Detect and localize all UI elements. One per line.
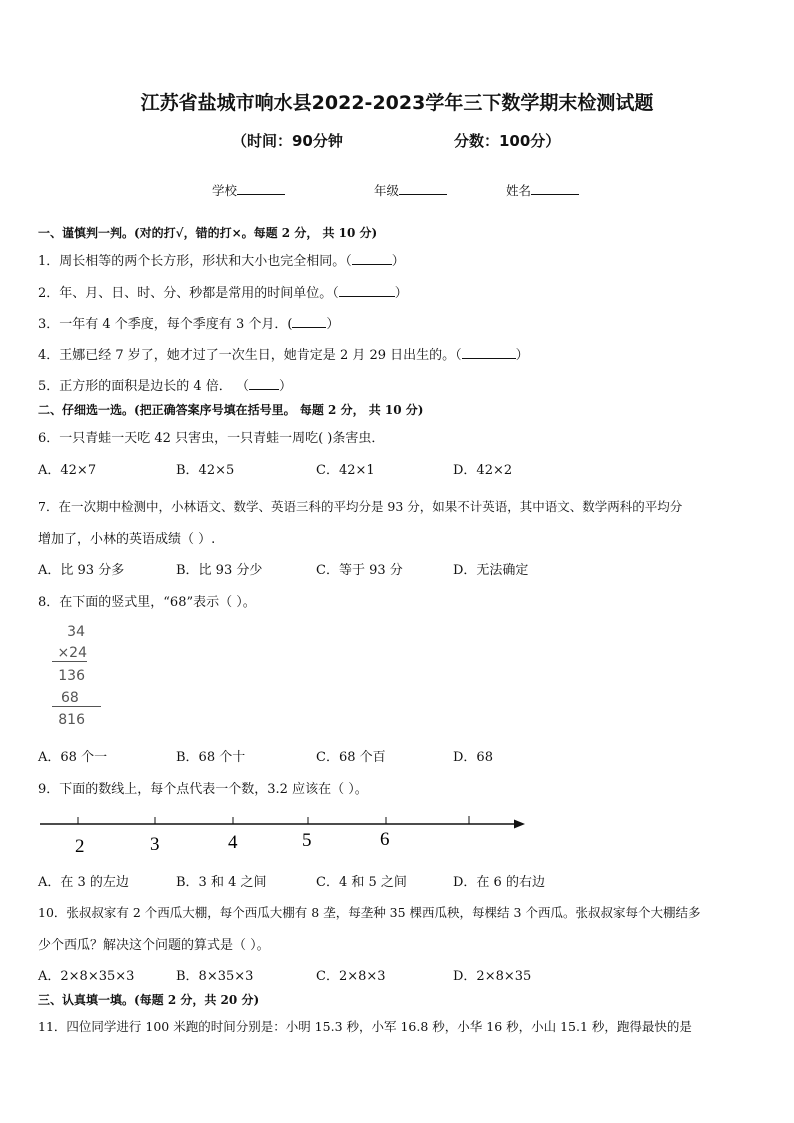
q8-option-b[interactable]: B．68 个十 — [176, 750, 246, 765]
name-field: 姓名 — [506, 181, 579, 199]
q6-option-a[interactable]: A．42×7 — [38, 463, 97, 478]
question-11: 11．四位同学进行 100 米跑的时间分别是：小明 15.3 秒，小军 16.8 秒，小华 16 秒，小山 15.1 秒，跑得最快的是 — [38, 1019, 692, 1034]
total-score: 分数：100分） — [454, 132, 561, 150]
q7-option-b[interactable]: B．比 93 分少 — [176, 563, 263, 578]
q7-option-d[interactable]: D．无法确定 — [453, 563, 529, 578]
grade-blank[interactable] — [399, 182, 447, 195]
number-line — [38, 804, 538, 860]
question-6: 6．一只青蛙一天吃 42 只害虫，一只青蛙一周吃( )条害虫． — [38, 431, 385, 446]
partial-product-1: 136 — [58, 668, 85, 684]
question-7-line-2: 增加了，小林的英语成绩（ ）. — [38, 532, 216, 547]
page-title: 江苏省盐城市响水县2022-2023学年三下数学期末检测试题 — [140, 92, 654, 114]
question-8: 8．在下面的竖式里，“68”表示（ ）。 — [38, 595, 256, 610]
q10-option-c[interactable]: C．2×8×3 — [316, 969, 386, 984]
answer-blank-5[interactable] — [249, 378, 279, 390]
q10-option-b[interactable]: B．8×35×3 — [176, 969, 254, 984]
arrow-head-icon — [514, 820, 525, 829]
q8-option-a[interactable]: A．68 个一 — [38, 750, 108, 765]
grade-field: 年级 — [374, 181, 447, 199]
question-2: 2．年、月、日、时、分、秒都是常用的时间单位。（ ） — [38, 286, 408, 301]
q6-option-b[interactable]: B．42×5 — [176, 463, 235, 478]
tick-label-4: 4 — [228, 832, 238, 853]
answer-blank-4[interactable] — [462, 347, 516, 359]
q8-option-c[interactable]: C．68 个百 — [316, 750, 386, 765]
q10-option-d[interactable]: D．2×8×35 — [453, 969, 532, 984]
school-blank[interactable] — [237, 182, 285, 195]
q10-option-a[interactable]: A．2×8×35×3 — [38, 969, 135, 984]
time-limit: （时间：90分钟 — [232, 132, 343, 150]
section-3-heading: 三、认真填一填。(每题 2 分，共 20 分) — [38, 993, 260, 1007]
q7-option-a[interactable]: A．比 93 分多 — [38, 563, 125, 578]
q9-option-c[interactable]: C．4 和 5 之间 — [316, 875, 407, 890]
name-blank[interactable] — [531, 182, 579, 195]
tick-label-2: 2 — [75, 836, 85, 857]
answer-blank-2[interactable] — [339, 285, 395, 297]
multiplier: ×24 — [52, 645, 87, 662]
question-9: 9．下面的数线上，每个点代表一个数，3.2 应该在（ ）。 — [38, 782, 368, 797]
q6-option-d[interactable]: D．42×2 — [453, 463, 513, 478]
answer-blank-3[interactable] — [292, 316, 326, 328]
tick-label-3: 3 — [150, 834, 160, 855]
answer-blank-1[interactable] — [352, 253, 392, 265]
question-5: 5．正方形的面积是边长的 4 倍． （ ） — [38, 379, 292, 394]
question-1: 1．周长相等的两个长方形，形状和大小也完全相同。（ ） — [38, 254, 405, 269]
q6-option-c[interactable]: C．42×1 — [316, 463, 375, 478]
question-3: 3．一年有 4 个季度，每个季度有 3 个月．( ） — [38, 317, 340, 332]
q7-option-c[interactable]: C．等于 93 分 — [316, 563, 403, 578]
question-10-line-1: 10．张叔叔家有 2 个西瓜大棚，每个西瓜大棚有 8 垄，每垄种 35 棵西瓜秧，每棵结 3 个西瓜。张叔叔家每个大棚结多 — [38, 905, 701, 920]
q9-option-d[interactable]: D．在 6 的右边 — [453, 875, 545, 890]
question-7-line-1: 7．在一次期中检测中，小林语文、数学、英语三科的平均分是 93 分，如果不计英语，其中语文、数学两科的平均分 — [38, 499, 683, 514]
q9-option-b[interactable]: B．3 和 4 之间 — [176, 875, 267, 890]
school-field: 学校 — [212, 181, 285, 199]
multiplicand: 34 — [67, 624, 85, 640]
q9-option-a[interactable]: A．在 3 的左边 — [38, 875, 129, 890]
q8-option-d[interactable]: D．68 — [453, 750, 493, 765]
partial-product-2: 68 — [52, 690, 101, 707]
question-4: 4．王娜已经 7 岁了，她才过了一次生日，她肯定是 2 月 29 日出生的。（ ） — [38, 348, 529, 363]
section-1-heading: 一、谨慎判一判。(对的打√，错的打×。每题 2 分， 共 10 分) — [38, 226, 378, 240]
question-10-line-2: 少个西瓜？解决这个问题的算式是（ ）。 — [38, 938, 270, 953]
tick-label-6: 6 — [380, 829, 390, 850]
product: 816 — [58, 712, 85, 728]
section-2-heading: 二、仔细选一选。(把正确答案序号填在括号里。 每题 2 分， 共 10 分) — [38, 403, 424, 417]
tick-label-5: 5 — [302, 830, 312, 851]
